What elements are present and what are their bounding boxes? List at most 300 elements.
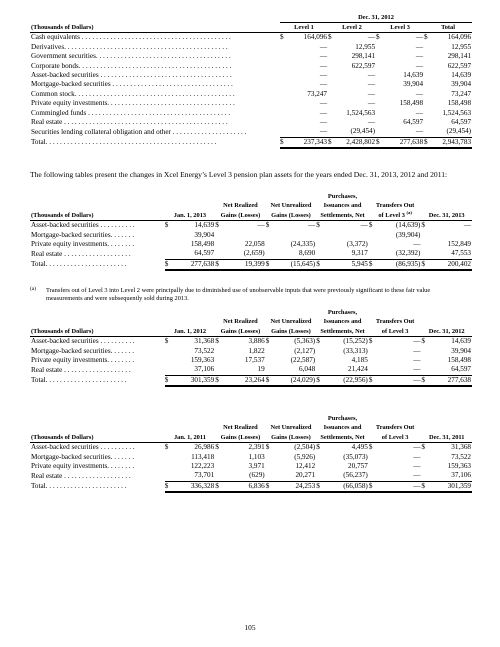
row-label: Securities lending collateral obligation and other . . . . . . . . . . . . . . . . . . . . . [31, 127, 247, 136]
value-cell: 200,402 [428, 259, 472, 270]
row-label: Mortgage-backed securities. . . . . . . [31, 452, 134, 461]
value-cell: — [413, 337, 421, 346]
value-cell [222, 231, 266, 240]
table-row [30, 127, 472, 137]
value-cell: 14,639 [451, 71, 472, 80]
intro-paragraph: The following tables present the changes in Xcel Energy’s Level 3 pension plan assets for the years ended Dec. 31, 2013, 2012 and 2011: [30, 170, 448, 179]
value-cell: 1,524,563 [442, 108, 472, 117]
header-line: Settlements, Net [320, 433, 365, 441]
value-cell: — [319, 99, 328, 108]
value-cell: 1,103 [248, 452, 265, 461]
currency-symbol: $ [421, 337, 426, 346]
value-cell: 39,904 [403, 80, 424, 89]
rollforward-column-header [421, 414, 472, 443]
value-cell: — [375, 471, 421, 481]
value-cell: 158,498 [399, 99, 424, 108]
currency-symbol: $ [368, 221, 373, 230]
value-cell: — [415, 52, 424, 61]
table-row [30, 118, 472, 127]
table-row [30, 33, 472, 43]
row-label: Private equity investments. . . . . . . . [31, 462, 135, 471]
currency-symbol: $ [368, 337, 373, 346]
rollforward-column-header [421, 192, 472, 221]
row-label: Total. . . . . . . . . . . . . . . . . . . . . . . . . . . . . . . . . . . . . . . . . . . . . . . . [31, 138, 217, 147]
fair-value-table [30, 23, 472, 149]
row-label: Mortgage-backed securities. . . . . . . [31, 346, 134, 355]
value-cell: 3,971 [248, 462, 265, 471]
header-line: Gains (Losses) [271, 211, 311, 219]
value-cell: 20,757 [348, 462, 368, 471]
value-cell: 37,106 [428, 471, 472, 481]
table-row [30, 356, 472, 365]
value-cell: — [413, 443, 421, 452]
currency-symbol: $ [369, 481, 375, 492]
value-cell: 277,638 [428, 375, 472, 386]
value-cell: 298,141 [351, 52, 376, 61]
value-cell: — [382, 127, 424, 137]
header-line: Transfers Out [375, 424, 415, 432]
rollforward-column-header [421, 308, 472, 337]
value-cell: 31,368 [194, 337, 215, 346]
value-cell: — [257, 221, 265, 230]
row-label: Corporate bonds. . . . . . . . . . . . . . . . . . . . . . . . . . . . . . . . . . . . . . . . . . . [31, 61, 232, 70]
rollforward-column-header [316, 414, 369, 443]
table-row [30, 453, 472, 462]
header-line: Jan. 1, 2012 [173, 327, 207, 335]
value-cell: 159,363 [190, 356, 215, 365]
value-cell: — [367, 71, 376, 80]
rollforward-total-row [30, 375, 472, 386]
currency-symbol: $ [421, 375, 427, 386]
value-cell: — [415, 108, 424, 117]
currency-symbol: $ [265, 443, 270, 452]
rollforward-header-row [30, 414, 472, 443]
rollforward-column-header [266, 308, 317, 337]
rollforward-header-row [30, 308, 472, 337]
value-cell: — [319, 108, 328, 117]
value-cell: — [360, 221, 368, 230]
footnote-reference: (a) [406, 209, 412, 215]
value-cell: (86,935) [375, 259, 421, 270]
value-cell: 19 [222, 365, 266, 375]
value-cell: (29,454) [430, 127, 472, 137]
value-cell: (66,058) [323, 481, 369, 492]
value-cell: 277,638 [171, 259, 215, 270]
table-row [30, 62, 472, 71]
value-cell: — [415, 33, 424, 42]
row-label: Derivatives. . . . . . . . . . . . . . . . . . . . . . . . . . . . . . . . . . . . . . . . . . . . . . [31, 42, 228, 51]
value-cell: 73,701 [171, 471, 215, 481]
value-cell: (5,363) [294, 337, 316, 346]
currency-symbol: $ [165, 375, 171, 386]
value-cell: — [413, 346, 421, 355]
rollforward-column-header [215, 414, 266, 443]
currency-symbol: $ [215, 375, 221, 386]
currency-symbol: $ [164, 221, 169, 230]
value-cell: (29,454) [334, 127, 376, 137]
rollforward-column-header [215, 192, 266, 221]
value-cell: 39,904 [194, 230, 215, 239]
row-label: Mortgage-backed securities . . . . . . . . . . . . . . . . . . . . . . . . . . . . . . . . . . [31, 80, 233, 89]
header-line: Transfers Out [375, 202, 415, 210]
rollforward-label-header: (Thousands of Dollars) [30, 192, 165, 221]
value-cell: 301,359 [171, 375, 215, 386]
value-cell: (15,252) [343, 337, 368, 346]
header-line: Gains (Losses) [220, 211, 261, 219]
header-line: Jan. 1, 2013 [173, 211, 207, 219]
currency-symbol: $ [316, 259, 322, 270]
value-cell: 31,368 [451, 443, 471, 452]
header-line: Issuances and [323, 202, 362, 210]
header-line: Dec. 31, 2013 [428, 211, 465, 219]
row-label: Asset-backed securities . . . . . . . . . . [31, 221, 135, 230]
header-line: Purchases, [327, 193, 358, 200]
header-line: Purchases, [327, 415, 358, 422]
table-row [30, 462, 472, 471]
value-cell: 22,058 [244, 240, 265, 249]
currency-symbol: $ [328, 137, 334, 148]
header-line: Settlements, Net [320, 211, 365, 219]
header-line: of Level 3 [381, 327, 409, 335]
currency-symbol: $ [164, 443, 169, 452]
currency-symbol: $ [215, 481, 221, 492]
value-cell: (5,926) [294, 452, 316, 461]
value-cell: (3,372) [346, 240, 368, 249]
currency-symbol: $ [316, 481, 322, 492]
currency-symbol: $ [421, 443, 426, 452]
value-cell: 622,597 [351, 61, 376, 70]
rollforward-column-header [369, 308, 422, 337]
currency-symbol: $ [266, 375, 272, 386]
header-line: Net Realized [223, 318, 258, 326]
row-label: Government securities. . . . . . . . . . . . . . . . . . . . . . . . . . . . . . . . . . . . . . [31, 52, 231, 61]
value-cell: 164,096 [447, 33, 472, 42]
currency-symbol: $ [165, 481, 171, 492]
value-cell: 12,412 [295, 462, 316, 471]
value-cell: — [367, 80, 376, 89]
value-cell: — [415, 42, 424, 51]
rollforward-column-header [369, 192, 422, 221]
value-cell: — [415, 61, 424, 70]
value-cell: 64,597 [403, 118, 424, 127]
row-label: Private equity investments. . . . . . . . [31, 356, 135, 365]
table-row [30, 80, 472, 89]
currency-symbol: $ [266, 481, 272, 492]
value-cell: 14,639 [194, 221, 215, 230]
value-cell: — [375, 481, 421, 492]
currency-symbol: $ [376, 137, 382, 148]
table-row [30, 471, 472, 481]
currency-symbol: $ [376, 33, 380, 42]
value-cell: 47,553 [428, 249, 472, 259]
value-cell: 113,418 [191, 452, 215, 461]
value-cell: — [413, 240, 421, 249]
table-row [30, 43, 472, 52]
value-cell: 39,904 [451, 346, 471, 355]
currency-symbol: $ [265, 221, 270, 230]
value-cell: 8,690 [272, 249, 316, 259]
value-cell: 1,524,563 [346, 108, 376, 117]
rollforward-label-header: (Thousands of Dollars) [30, 414, 165, 443]
row-label: Asset-backed securities . . . . . . . . . . . . . . . . . . . . . . . . . . . . . . . . . . . . . [31, 71, 232, 80]
value-cell: — [367, 99, 376, 108]
header-line: Jan. 1, 2011 [173, 433, 206, 441]
top-table-header-row [30, 23, 472, 33]
rollforward-column-header [215, 308, 266, 337]
page-number: 105 [244, 623, 256, 632]
currency-symbol: $ [316, 375, 322, 386]
value-cell: (15,645) [272, 259, 316, 270]
value-cell: 6,836 [222, 481, 266, 492]
value-cell: 73,247 [307, 89, 328, 98]
row-label: Real estate . . . . . . . . . . . . . . . . . . . [31, 249, 131, 258]
value-cell: 64,597 [428, 365, 472, 375]
table-row [30, 443, 472, 453]
rollforward-column-header [165, 192, 216, 221]
value-cell: 12,955 [355, 42, 376, 51]
value-cell: (24,029) [272, 375, 316, 386]
table-row [30, 90, 472, 99]
value-cell: (56,237) [323, 471, 369, 481]
table-row [30, 221, 472, 231]
row-label: Real estate . . . . . . . . . . . . . . . . . . . [31, 471, 131, 480]
table-row [30, 347, 472, 356]
table-row [30, 52, 472, 61]
value-cell: 2,391 [248, 443, 265, 452]
value-cell: 622,597 [447, 61, 472, 70]
value-cell: — [375, 365, 421, 375]
table-row [30, 109, 472, 118]
value-cell: — [319, 42, 328, 51]
currency-symbol: $ [316, 337, 320, 346]
currency-symbol: $ [215, 221, 219, 230]
header-line: Purchases, [327, 309, 358, 316]
value-cell: — [286, 127, 328, 137]
value-cell: 158,498 [447, 356, 471, 365]
value-cell: 21,424 [323, 365, 369, 375]
rollforward-table-2012 [30, 308, 472, 387]
value-cell: (32,392) [375, 249, 421, 259]
value-cell: (24,335) [290, 240, 316, 249]
currency-symbol: $ [164, 337, 169, 346]
rollforward-total-row [30, 259, 472, 270]
value-cell: — [413, 356, 421, 365]
value-cell: — [308, 221, 316, 230]
row-label: Common stock. . . . . . . . . . . . . . . . . . . . . . . . . . . . . . . . . . . . . . . . . . . . . [31, 89, 235, 98]
header-line: of Level 3 [378, 211, 405, 219]
value-cell: — [463, 221, 471, 230]
currency-symbol: $ [280, 33, 284, 42]
row-label: Asset-backed securities . . . . . . . . . . [31, 443, 135, 452]
currency-symbol: $ [368, 443, 373, 452]
header-line: Net Realized [223, 202, 258, 210]
currency-symbol: $ [369, 259, 375, 270]
value-cell: (2,659) [222, 249, 266, 259]
value-cell: 158,498 [447, 99, 472, 108]
currency-symbol: $ [369, 375, 375, 386]
table-row [30, 365, 472, 375]
top-table-column-header: Level 2 [328, 23, 376, 33]
value-cell: — [319, 61, 328, 70]
currency-symbol: $ [215, 337, 219, 346]
value-cell: 23,264 [222, 375, 266, 386]
header-line: Net Unrealized [270, 424, 312, 432]
rollforward-label-header: (Thousands of Dollars) [30, 308, 165, 337]
currency-symbol: $ [265, 337, 270, 346]
table-row [30, 249, 472, 259]
currency-symbol: $ [424, 33, 428, 42]
currency-symbol: $ [316, 221, 320, 230]
currency-symbol: $ [424, 137, 430, 148]
value-cell: — [413, 462, 421, 471]
rollforward-total-row [30, 481, 472, 492]
rollforward-column-header [266, 192, 317, 221]
value-cell: 301,359 [428, 481, 472, 492]
row-label: Real estate . . . . . . . . . . . . . . . . . . . [31, 365, 131, 374]
header-line: Transfers Out [375, 318, 415, 326]
value-cell: 24,253 [272, 481, 316, 492]
value-cell: 4,495 [351, 443, 368, 452]
value-cell: (22,587) [290, 356, 316, 365]
rollforward-column-header [316, 192, 369, 221]
value-cell: 336,328 [171, 481, 215, 492]
value-cell: 37,106 [171, 365, 215, 375]
value-cell: (2,504) [294, 443, 316, 452]
rollforward-table-2013 [30, 192, 472, 271]
value-cell: (35,073) [343, 452, 368, 461]
value-cell: — [319, 52, 328, 61]
rollforward-column-header [165, 414, 216, 443]
value-cell: 158,498 [190, 240, 215, 249]
value-cell: 39,904 [451, 80, 472, 89]
value-cell: 12,955 [451, 42, 472, 51]
value-cell: — [319, 80, 328, 89]
value-cell: 20,271 [272, 471, 316, 481]
rollforward-column-header [165, 308, 216, 337]
value-cell: 14,639 [403, 71, 424, 80]
value-cell: 237,343 [286, 137, 328, 148]
top-table-date-header: Dec. 31, 2012 [280, 14, 472, 23]
currency-symbol: $ [421, 221, 426, 230]
currency-symbol: $ [215, 443, 219, 452]
row-label: Asset-backed securities . . . . . . . . . . [31, 337, 135, 346]
value-cell [323, 231, 369, 240]
row-label: Total. . . . . . . . . . . . . . . . . . . . . . . [31, 482, 127, 491]
value-cell: 26,986 [194, 443, 215, 452]
header-line: Issuances and [323, 318, 362, 326]
value-cell: 64,597 [171, 249, 215, 259]
value-cell: 9,317 [323, 249, 369, 259]
rollforward-column-header [369, 414, 422, 443]
table-row [30, 231, 472, 240]
value-cell: — [319, 118, 328, 127]
value-cell: 4,185 [351, 356, 368, 365]
table-row [30, 71, 472, 80]
value-cell: 164,096 [303, 33, 328, 42]
header-line: Net Unrealized [270, 202, 312, 210]
value-cell [428, 231, 472, 240]
table-row [30, 99, 472, 108]
value-cell: (14,639) [395, 221, 421, 230]
table-row [30, 337, 472, 347]
value-cell: 2,943,783 [430, 137, 472, 148]
table-row [30, 240, 472, 249]
value-cell: 298,141 [447, 52, 472, 61]
top-table-label-header: (Thousands of Dollars) [30, 23, 280, 33]
header-line: Dec. 31, 2012 [428, 327, 465, 335]
row-label: Total. . . . . . . . . . . . . . . . . . . . . . . [31, 260, 127, 269]
currency-symbol: $ [421, 481, 427, 492]
value-cell: 14,639 [451, 337, 471, 346]
top-table-column-header: Total [424, 23, 472, 33]
value-cell: — [367, 89, 376, 98]
currency-symbol: $ [421, 259, 427, 270]
value-cell: 73,522 [194, 346, 215, 355]
value-cell: (39,904) [395, 230, 421, 239]
row-label: Total. . . . . . . . . . . . . . . . . . . . . . . [31, 376, 127, 385]
footnote-text: Transfers out of Level 3 into Level 2 were principally due to diminished use of unobservable inputs that were previously significant to these fair value measurements and were subsequently sold during 2013. [46, 287, 431, 303]
value-cell: 2,428,802 [334, 137, 376, 148]
currency-symbol: $ [280, 137, 286, 148]
rollforward-column-header [266, 414, 317, 443]
value-cell: 19,399 [222, 259, 266, 270]
value-cell: — [415, 89, 424, 98]
row-label: Commingled funds . . . . . . . . . . . . . . . . . . . . . . . . . . . . . . . . . . . . . . . . [31, 108, 231, 117]
rollforward-table-2011 [30, 414, 472, 493]
top-table-column-header: Level 1 [280, 23, 328, 33]
currency-symbol: $ [266, 259, 272, 270]
value-cell: (629) [222, 471, 266, 481]
header-line: Gains (Losses) [220, 327, 261, 335]
value-cell: 17,537 [244, 356, 265, 365]
value-cell [272, 231, 316, 240]
value-cell: — [319, 71, 328, 80]
rollforward-header-row [30, 192, 472, 221]
value-cell: 1,822 [248, 346, 265, 355]
value-cell: 122,223 [190, 462, 215, 471]
row-label: Real estate . . . . . . . . . . . . . . . . . . . . . . . . . . . . . . . . . . . . . . . . . . . . . . [31, 118, 228, 127]
value-cell: (22,956) [323, 375, 369, 386]
value-cell: 3,886 [248, 337, 265, 346]
header-line: of Level 3 [381, 433, 409, 441]
value-cell: — [367, 118, 376, 127]
value-cell: 5,945 [323, 259, 369, 270]
header-line: Net Realized [223, 424, 258, 432]
value-cell: 64,597 [451, 118, 472, 127]
value-cell: (2,127) [294, 346, 316, 355]
currency-symbol: $ [328, 33, 332, 42]
currency-symbol: $ [316, 443, 320, 452]
value-cell: 73,247 [451, 89, 472, 98]
value-cell: 159,363 [447, 462, 471, 471]
header-line: Dec. 31, 2011 [428, 433, 465, 441]
header-line: Net Unrealized [270, 318, 312, 326]
header-line: Settlements, Net [320, 327, 365, 335]
value-cell: 6,048 [272, 365, 316, 375]
top-table-total-row [30, 137, 472, 148]
header-line: Gains (Losses) [271, 327, 311, 335]
value-cell: — [375, 375, 421, 386]
currency-symbol: $ [215, 259, 221, 270]
row-label: Cash equivalents . . . . . . . . . . . . . . . . . . . . . . . . . . . . . . . . . . . . . . . . . . [31, 33, 231, 42]
footnote-marker: (a) [30, 286, 36, 292]
row-label: Private equity investments. . . . . . . . [31, 240, 135, 249]
row-label: Mortgage-backed securities. . . . . . . [31, 230, 134, 239]
currency-symbol: $ [165, 259, 171, 270]
value-cell: 152,849 [447, 240, 471, 249]
row-label: Private equity investments. . . . . . . . . . . . . . . . . . . . . . . . . . . . . . . . . . . . [31, 99, 235, 108]
value-cell: — [367, 33, 376, 42]
